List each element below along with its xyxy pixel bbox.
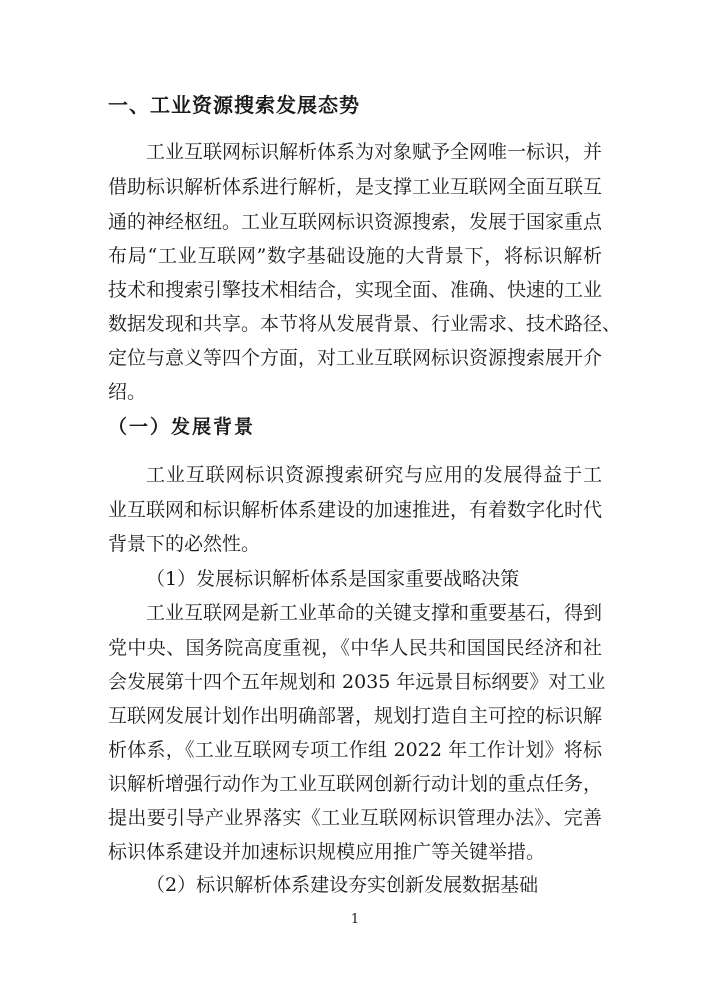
subsection-heading: （一）发展背景: [108, 416, 256, 438]
paragraph-line: 通的神经枢纽。工业互联网标识资源搜索，发展于国家重点: [108, 211, 603, 233]
page-number: 1: [350, 912, 360, 927]
paragraph-line: 业互联网和标识解析体系建设的加速推进，有着数字化时代: [108, 499, 603, 521]
paragraph-line: 识解析增强行动作为工业互联网创新行动计划的重点任务，: [108, 773, 603, 795]
section-heading: 一、工业资源搜索发展态势: [108, 93, 360, 117]
paragraph-line: 绍。: [108, 381, 147, 403]
paragraph-line: 互联网发展计划作出明确部署，规划打造自主可控的标识解: [108, 705, 603, 727]
paragraph-line: 技术和搜索引擎技术相结合，实现全面、准确、快速的工业: [108, 279, 603, 301]
paragraph-line: 背景下的必然性。: [108, 533, 261, 555]
paragraph-line: 析体系，《工业互联网专项工作组 2022 年工作计划》将标: [108, 739, 602, 761]
paragraph-line: 标识体系建设并加速标识规模应用推广等关键举措。: [108, 841, 546, 863]
paragraph-line: 工业互联网标识资源搜索研究与应用的发展得益于工: [146, 464, 602, 486]
item-title: （1）发展标识解析体系是国家重要战略决策: [146, 568, 520, 590]
paragraph-line: 工业互联网是新工业革命的关键支撑和重要基石，得到: [146, 602, 603, 624]
paragraph-line: 布局“工业互联网”数字基础设施的大背景下，将标识解析: [108, 245, 602, 267]
paragraph-line: 会发展第十四个五年规划和 2035 年远景目标纲要》对工业: [108, 671, 606, 693]
paragraph-line: 党中央、国务院高度重视，《中华人民共和国国民经济和社: [108, 637, 602, 659]
paragraph-line: 定位与意义等四个方面，对工业互联网标识资源搜索展开介: [108, 347, 603, 369]
item-title: （2）标识解析体系建设夯实创新发展数据基础: [146, 874, 539, 896]
paragraph-line: 数据发现和共享。本节将从发展背景、行业需求、技术路径、: [108, 313, 622, 335]
paragraph-line: 工业互联网标识解析体系为对象赋予全网唯一标识，并: [146, 141, 603, 163]
paragraph-line: 借助标识解析体系进行解析，是支撑工业互联网全面互联互: [108, 176, 603, 198]
paragraph-line: 提出要引导产业界落实《工业互联网标识管理办法》、完善: [108, 807, 602, 829]
